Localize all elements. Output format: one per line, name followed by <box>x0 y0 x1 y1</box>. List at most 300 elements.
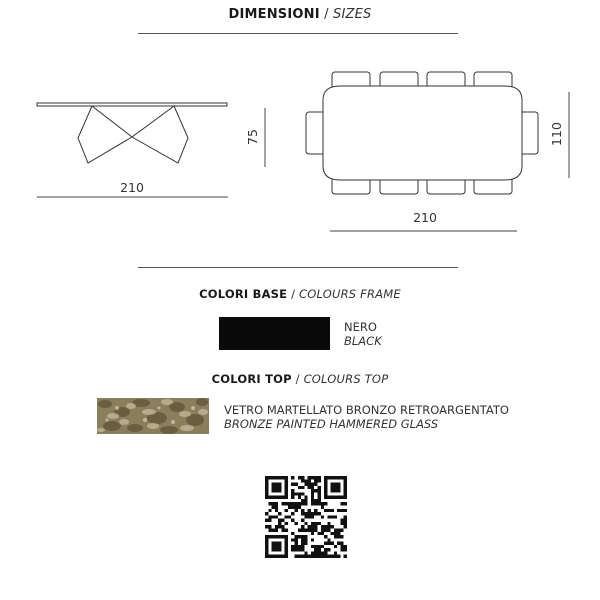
height-dimension-label: 75 <box>245 129 260 145</box>
qr-module <box>281 519 284 522</box>
qr-module <box>304 515 307 518</box>
qr-module <box>298 555 301 558</box>
qr-module <box>304 551 307 554</box>
qr-module <box>301 548 304 551</box>
qr-module <box>340 496 343 499</box>
qr-module <box>268 476 271 479</box>
qr-module <box>281 476 284 479</box>
qr-module <box>268 525 271 528</box>
qr-module <box>275 548 278 551</box>
side-view-table-top <box>37 103 227 106</box>
qr-module <box>268 535 271 538</box>
qr-module <box>344 525 347 528</box>
qr-module <box>285 515 288 518</box>
qr-module <box>301 542 304 545</box>
qr-code-icon[interactable] <box>265 476 347 558</box>
qr-module <box>301 509 304 512</box>
qr-module <box>340 522 343 525</box>
qr-module <box>304 502 307 505</box>
qr-module <box>291 532 294 535</box>
qr-module <box>308 515 311 518</box>
qr-module <box>334 545 337 548</box>
qr-module <box>288 515 291 518</box>
qr-module <box>291 476 294 479</box>
qr-module <box>272 506 275 509</box>
qr-module <box>288 506 291 509</box>
qr-module <box>278 486 281 489</box>
qr-module <box>285 502 288 505</box>
qr-module <box>278 525 281 528</box>
qr-module <box>314 525 317 528</box>
qr-module <box>281 535 284 538</box>
qr-module <box>272 476 275 479</box>
qr-module <box>321 551 324 554</box>
qr-module <box>331 532 334 535</box>
qr-module <box>324 479 327 482</box>
qr-module <box>324 535 327 538</box>
sizes-separator: / <box>324 7 329 22</box>
qr-module <box>301 545 304 548</box>
qr-module <box>308 509 311 512</box>
qr-module <box>285 555 288 558</box>
colors-top-subtitle: COLOURS TOP <box>303 372 389 386</box>
qr-module <box>337 555 340 558</box>
qr-module <box>344 486 347 489</box>
qr-module <box>301 479 304 482</box>
qr-module <box>327 538 330 541</box>
qr-module <box>327 496 330 499</box>
qr-module <box>308 476 311 479</box>
qr-module <box>275 486 278 489</box>
qr-module <box>265 512 268 515</box>
qr-module <box>340 548 343 551</box>
qr-module <box>337 496 340 499</box>
qr-module <box>265 519 268 522</box>
qr-module <box>327 525 330 528</box>
colors-base-heading <box>0 287 600 301</box>
qr-module <box>301 555 304 558</box>
qr-module <box>301 492 304 495</box>
color-swatch-hammered-glass <box>97 398 209 434</box>
qr-module <box>275 542 278 545</box>
qr-module <box>334 496 337 499</box>
qr-module <box>298 506 301 509</box>
qr-module <box>344 522 347 525</box>
qr-module <box>314 555 317 558</box>
qr-module <box>298 476 301 479</box>
qr-module <box>301 512 304 515</box>
qr-module <box>291 548 294 551</box>
qr-module <box>265 486 268 489</box>
qr-module <box>314 551 317 554</box>
qr-module <box>308 512 311 515</box>
qr-module <box>265 538 268 541</box>
qr-module <box>275 502 278 505</box>
qr-module <box>317 479 320 482</box>
qr-module <box>321 525 324 528</box>
qr-module <box>281 496 284 499</box>
qr-module <box>344 555 347 558</box>
qr-module <box>311 476 314 479</box>
qr-module <box>304 479 307 482</box>
qr-module <box>285 528 288 531</box>
side-view-cross-b <box>132 106 174 137</box>
qr-module <box>291 512 294 515</box>
qr-module <box>295 548 298 551</box>
colors-base-separator: / <box>291 287 296 301</box>
qr-module <box>308 479 311 482</box>
qr-module <box>272 515 275 518</box>
qr-module <box>301 525 304 528</box>
qr-module <box>311 515 314 518</box>
qr-module <box>272 545 275 548</box>
qr-module <box>285 542 288 545</box>
qr-module <box>275 496 278 499</box>
qr-module <box>295 535 298 538</box>
qr-module <box>288 502 291 505</box>
qr-module <box>331 555 334 558</box>
qr-module <box>278 496 281 499</box>
qr-module <box>334 535 337 538</box>
qr-module <box>275 483 278 486</box>
qr-module <box>327 476 330 479</box>
qr-module <box>321 555 324 558</box>
qr-module <box>295 555 298 558</box>
qr-module <box>314 509 317 512</box>
qr-module <box>285 545 288 548</box>
qr-module <box>278 535 281 538</box>
qr-module <box>344 479 347 482</box>
width-dimension-label: 110 <box>549 122 564 146</box>
qr-module <box>344 483 347 486</box>
qr-module <box>314 483 317 486</box>
top-view-length-label: 210 <box>413 210 437 225</box>
qr-module <box>317 551 320 554</box>
qr-module <box>275 525 278 528</box>
qr-module <box>308 555 311 558</box>
qr-module <box>291 545 294 548</box>
qr-module <box>304 512 307 515</box>
qr-module <box>324 496 327 499</box>
qr-module <box>337 532 340 535</box>
color-base-label-it: NERO <box>344 320 377 334</box>
qr-module <box>314 528 317 531</box>
qr-module <box>304 542 307 545</box>
qr-module <box>324 509 327 512</box>
side-view-cross-a <box>92 106 132 137</box>
qr-module <box>314 512 317 515</box>
qr-module <box>275 528 278 531</box>
qr-module <box>314 479 317 482</box>
color-top-label-en: BRONZE PAINTED HAMMERED GLASS <box>224 417 439 431</box>
qr-module <box>311 555 314 558</box>
qr-module <box>337 476 340 479</box>
side-view-drawing <box>37 103 227 163</box>
qr-module <box>298 528 301 531</box>
qr-module <box>324 525 327 528</box>
qr-module <box>324 555 327 558</box>
qr-module <box>311 499 314 502</box>
qr-module <box>317 532 320 535</box>
qr-module <box>268 555 271 558</box>
color-top-label-it: VETRO MARTELLATO BRONZO RETROARGENTATO <box>224 403 509 417</box>
qr-module <box>311 489 314 492</box>
color-swatch-black <box>219 317 330 350</box>
qr-module <box>334 528 337 531</box>
qr-module <box>265 525 268 528</box>
qr-module <box>268 496 271 499</box>
qr-module <box>317 476 320 479</box>
qr-module <box>285 476 288 479</box>
qr-module <box>308 486 311 489</box>
qr-module <box>295 545 298 548</box>
qr-module <box>317 512 320 515</box>
qr-module <box>272 502 275 505</box>
qr-module <box>324 542 327 545</box>
qr-module <box>265 555 268 558</box>
qr-module <box>334 532 337 535</box>
qr-module <box>324 492 327 495</box>
qr-module <box>311 525 314 528</box>
qr-module <box>268 519 271 522</box>
sizes-subtitle: SIZES <box>333 7 372 22</box>
qr-module <box>278 489 281 492</box>
qr-module <box>298 502 301 505</box>
qr-module <box>281 502 284 505</box>
qr-module <box>314 548 317 551</box>
qr-module <box>301 538 304 541</box>
qr-module <box>268 509 271 512</box>
qr-module <box>285 483 288 486</box>
qr-module <box>308 483 311 486</box>
colors-top-title: COLORI TOP <box>211 372 292 386</box>
qr-module <box>265 545 268 548</box>
qr-module <box>327 548 330 551</box>
qr-module <box>314 502 317 505</box>
qr-module <box>337 535 340 538</box>
qr-module <box>317 502 320 505</box>
qr-module <box>275 555 278 558</box>
qr-module <box>324 551 327 554</box>
qr-module <box>311 551 314 554</box>
qr-module <box>272 542 275 545</box>
qr-module <box>268 528 271 531</box>
qr-module <box>278 519 281 522</box>
qr-module <box>272 489 275 492</box>
qr-module <box>285 496 288 499</box>
qr-module <box>340 476 343 479</box>
qr-module <box>344 502 347 505</box>
qr-module <box>304 499 307 502</box>
qr-module <box>344 519 347 522</box>
qr-module <box>321 506 324 509</box>
qr-module <box>311 492 314 495</box>
qr-module <box>295 542 298 545</box>
qr-module <box>291 502 294 505</box>
qr-module <box>337 489 340 492</box>
qr-module <box>291 506 294 509</box>
qr-module <box>324 528 327 531</box>
qr-module <box>317 489 320 492</box>
qr-module <box>321 532 324 535</box>
qr-module <box>321 515 324 518</box>
qr-module <box>298 496 301 499</box>
qr-module <box>344 489 347 492</box>
top-view-drawing <box>306 72 538 194</box>
qr-module <box>295 538 298 541</box>
qr-module <box>295 492 298 495</box>
colors-top-separator: / <box>295 372 300 386</box>
qr-module <box>285 535 288 538</box>
qr-module <box>268 502 271 505</box>
qr-module <box>337 509 340 512</box>
qr-module <box>344 545 347 548</box>
qr-module <box>301 476 304 479</box>
qr-module <box>272 548 275 551</box>
dimension-drawings <box>0 0 600 260</box>
qr-module <box>298 548 301 551</box>
qr-module <box>344 509 347 512</box>
qr-module <box>311 502 314 505</box>
qr-module <box>324 502 327 505</box>
color-base-label-en: BLACK <box>344 334 382 348</box>
qr-module <box>324 476 327 479</box>
qr-module <box>311 545 314 548</box>
qr-module <box>334 555 337 558</box>
color-top-label <box>224 403 509 431</box>
qr-module <box>340 519 343 522</box>
qr-module <box>291 538 294 541</box>
qr-module <box>298 492 301 495</box>
qr-module <box>275 545 278 548</box>
qr-module <box>285 489 288 492</box>
qr-module <box>340 528 343 531</box>
qr-module <box>295 483 298 486</box>
qr-module <box>301 486 304 489</box>
qr-module <box>285 486 288 489</box>
qr-module <box>278 555 281 558</box>
qr-module <box>265 496 268 499</box>
qr-module <box>334 486 337 489</box>
qr-module <box>275 476 278 479</box>
qr-module <box>291 492 294 495</box>
qr-module <box>278 476 281 479</box>
qr-module <box>285 492 288 495</box>
colors-top-heading <box>0 372 600 386</box>
divider-middle <box>138 267 458 268</box>
qr-module <box>268 515 271 518</box>
qr-module <box>337 528 340 531</box>
qr-module <box>314 476 317 479</box>
qr-module <box>308 525 311 528</box>
qr-module <box>327 542 330 545</box>
qr-module <box>275 515 278 518</box>
qr-module <box>285 522 288 525</box>
qr-module <box>265 548 268 551</box>
qr-module <box>344 492 347 495</box>
qr-module <box>327 515 330 518</box>
qr-module <box>295 509 298 512</box>
qr-module <box>327 528 330 531</box>
qr-module <box>321 528 324 531</box>
qr-module <box>317 548 320 551</box>
qr-module <box>331 483 334 486</box>
qr-module <box>331 476 334 479</box>
qr-module <box>314 489 317 492</box>
qr-module <box>311 522 314 525</box>
qr-module <box>331 525 334 528</box>
qr-module <box>340 545 343 548</box>
qr-module <box>272 483 275 486</box>
qr-module <box>298 545 301 548</box>
qr-module <box>334 515 337 518</box>
color-base-label <box>344 320 382 348</box>
qr-module <box>314 522 317 525</box>
qr-module <box>344 548 347 551</box>
qr-module <box>278 545 281 548</box>
qr-module <box>304 483 307 486</box>
qr-module <box>295 522 298 525</box>
qr-module <box>272 528 275 531</box>
qr-module <box>344 476 347 479</box>
qr-module <box>265 489 268 492</box>
qr-module <box>272 496 275 499</box>
qr-module <box>272 555 275 558</box>
qr-module <box>331 496 334 499</box>
qr-module <box>314 545 317 548</box>
qr-module <box>281 525 284 528</box>
qr-module <box>317 486 320 489</box>
qr-module <box>327 522 330 525</box>
qr-module <box>291 519 294 522</box>
qr-module <box>340 502 343 505</box>
qr-module <box>334 551 337 554</box>
qr-module <box>331 542 334 545</box>
qr-module <box>337 542 340 545</box>
qr-module <box>272 486 275 489</box>
qr-module <box>281 528 284 531</box>
qr-module <box>278 548 281 551</box>
qr-module <box>278 483 281 486</box>
qr-module <box>337 486 340 489</box>
qr-module <box>314 499 317 502</box>
qr-module <box>291 496 294 499</box>
qr-module <box>295 502 298 505</box>
qr-module <box>304 528 307 531</box>
qr-module <box>272 535 275 538</box>
qr-module <box>278 512 281 515</box>
qr-module <box>304 538 307 541</box>
qr-module <box>301 499 304 502</box>
side-view-length-label: 210 <box>120 180 144 195</box>
qr-module <box>278 542 281 545</box>
qr-module <box>340 509 343 512</box>
qr-module <box>327 509 330 512</box>
qr-module <box>295 506 298 509</box>
qr-module <box>317 499 320 502</box>
qr-module <box>265 551 268 554</box>
qr-module <box>301 519 304 522</box>
qr-module <box>304 555 307 558</box>
qr-module <box>324 489 327 492</box>
qr-module <box>291 483 294 486</box>
qr-module <box>265 535 268 538</box>
qr-module <box>265 476 268 479</box>
qr-module <box>344 515 347 518</box>
qr-module <box>301 528 304 531</box>
qr-module <box>317 545 320 548</box>
qr-module <box>311 532 314 535</box>
